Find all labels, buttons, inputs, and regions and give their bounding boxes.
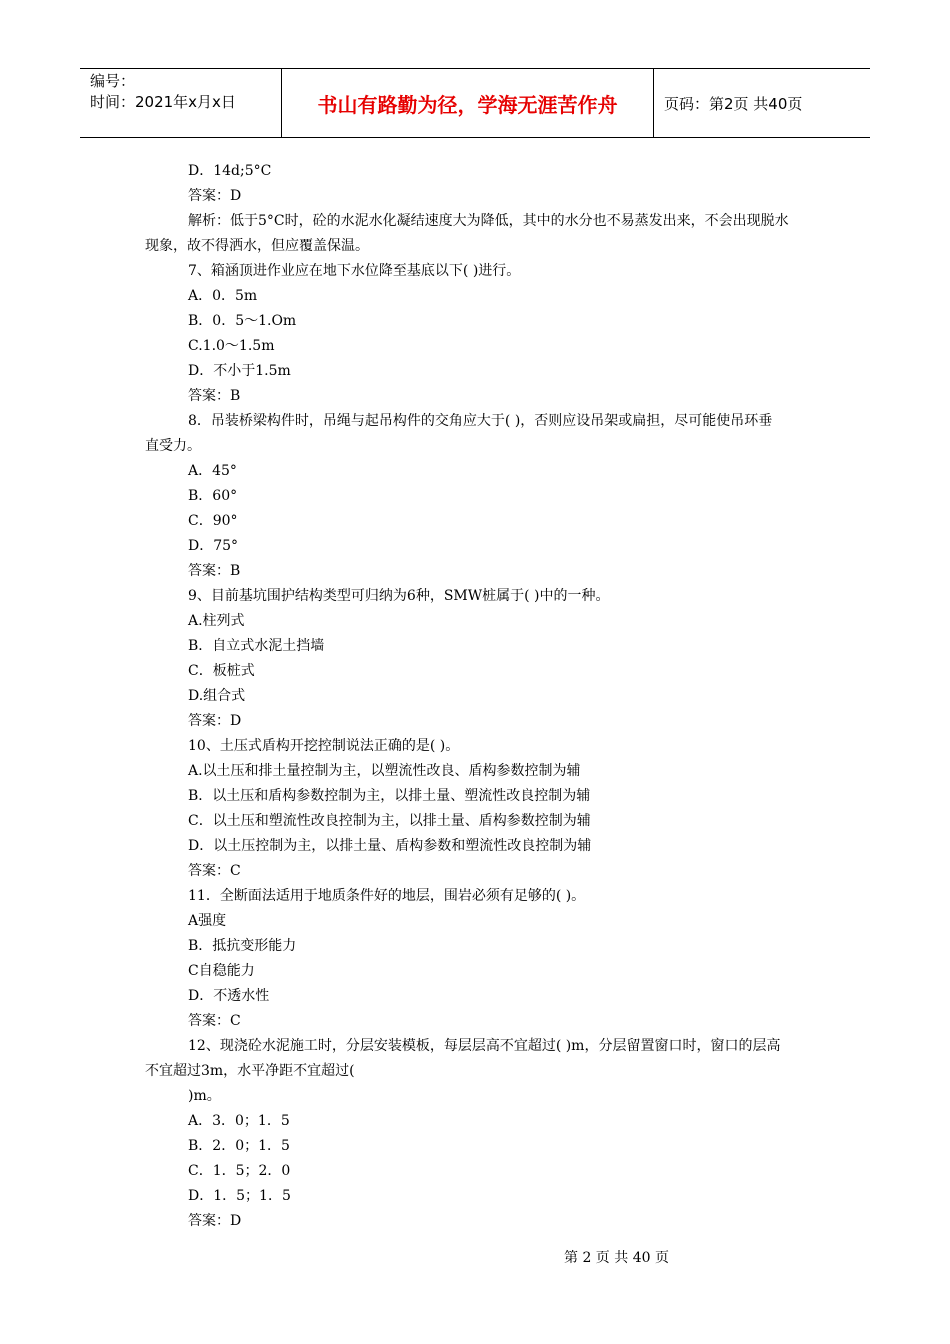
option-line: D．以土压控制为主，以排土量、盾构参数和塑流性改良控制为辅 <box>188 838 592 854</box>
option-line: B．0．5～1.Om <box>188 313 297 329</box>
option-line: D．不透水性 <box>188 988 270 1004</box>
page-header <box>80 68 870 138</box>
option-line: A．45° <box>188 463 237 479</box>
answer-line: 答案：B <box>188 388 241 404</box>
option-line: C．90° <box>188 513 238 529</box>
option-line: D．75° <box>188 538 239 554</box>
option-line: D．1．5；1．5 <box>188 1188 291 1204</box>
question-line-continued: )m。 <box>188 1088 221 1104</box>
option-line: A.以土压和排土量控制为主，以塑流性改良、盾构参数控制为辅 <box>188 763 581 779</box>
option-line: C．板桩式 <box>188 663 255 679</box>
page-footer: 第 2 页 共 40 页 <box>564 1250 669 1266</box>
option-line: D．不小于1.5m <box>188 363 291 379</box>
option-line: B．2．0；1．5 <box>188 1138 290 1154</box>
analysis-line-continued: 现象，故不得洒水，但应覆盖保温。 <box>145 238 369 254</box>
question-line: 11．全断面法适用于地质条件好的地层，围岩必须有足够的( )。 <box>188 888 586 904</box>
question-line: 8．吊装桥梁构件时，吊绳与起吊构件的交角应大于( )，否则应设吊架或扁担，尽可能使吊环垂 <box>188 413 773 429</box>
number-label: 编号： <box>90 72 136 90</box>
option-line: D．14d;5°C <box>188 163 272 179</box>
header-meta-cell <box>80 69 282 137</box>
option-line: D.组合式 <box>188 688 246 704</box>
analysis-line: 解析：低于5°C时，砼的水泥水化凝结速度大为降低，其中的水分也不易蒸发出来，不会出现脱水 <box>188 213 789 229</box>
question-line: 7、箱涵顶进作业应在地下水位降至基底以下( )进行。 <box>188 263 521 279</box>
answer-line: 答案：C <box>188 1013 241 1029</box>
header-page-info: 页码：第2页 共40页 <box>664 94 803 113</box>
question-line: 10、土压式盾构开挖控制说法正确的是( )。 <box>188 738 460 754</box>
option-line: B．自立式水泥土挡墙 <box>188 638 325 654</box>
option-line: A强度 <box>188 913 227 929</box>
answer-line: 答案：B <box>188 563 241 579</box>
question-line-continued: 不宜超过3m，水平净距不宜超过( <box>145 1063 355 1079</box>
question-line: 12、现浇砼水泥施工时，分层安装模板，每层层高不宜超过( )m，分层留置窗口时，窗口的层高 <box>188 1038 781 1054</box>
option-line: B．60° <box>188 488 238 504</box>
header-motto: 书山有路勤为径，学海无涯苦作舟 <box>282 69 654 137</box>
answer-line: 答案：C <box>188 863 241 879</box>
question-line: 9、目前基坑围护结构类型可归纳为6种，SMW桩属于( )中的一种。 <box>188 588 610 604</box>
option-line: A．0．5m <box>188 288 258 304</box>
time-label: 时间：2021年x月x日 <box>90 93 236 111</box>
option-line: B．以土压和盾构参数控制为主，以排土量、塑流性改良控制为辅 <box>188 788 591 804</box>
option-line: B．抵抗变形能力 <box>188 938 297 954</box>
answer-line: 答案：D <box>188 1213 242 1229</box>
option-line: C．1．5；2．0 <box>188 1163 291 1179</box>
option-line: A．3．0；1．5 <box>188 1113 290 1129</box>
option-line: C自稳能力 <box>188 963 255 979</box>
question-line-continued: 直受力。 <box>145 438 201 454</box>
option-line: C.1.0～1.5m <box>188 338 275 354</box>
option-line: C．以土压和塑流性改良控制为主，以排土量、盾构参数控制为辅 <box>188 813 591 829</box>
answer-line: 答案：D <box>188 713 242 729</box>
option-line: A.柱列式 <box>188 613 245 629</box>
answer-line: 答案：D <box>188 188 242 204</box>
